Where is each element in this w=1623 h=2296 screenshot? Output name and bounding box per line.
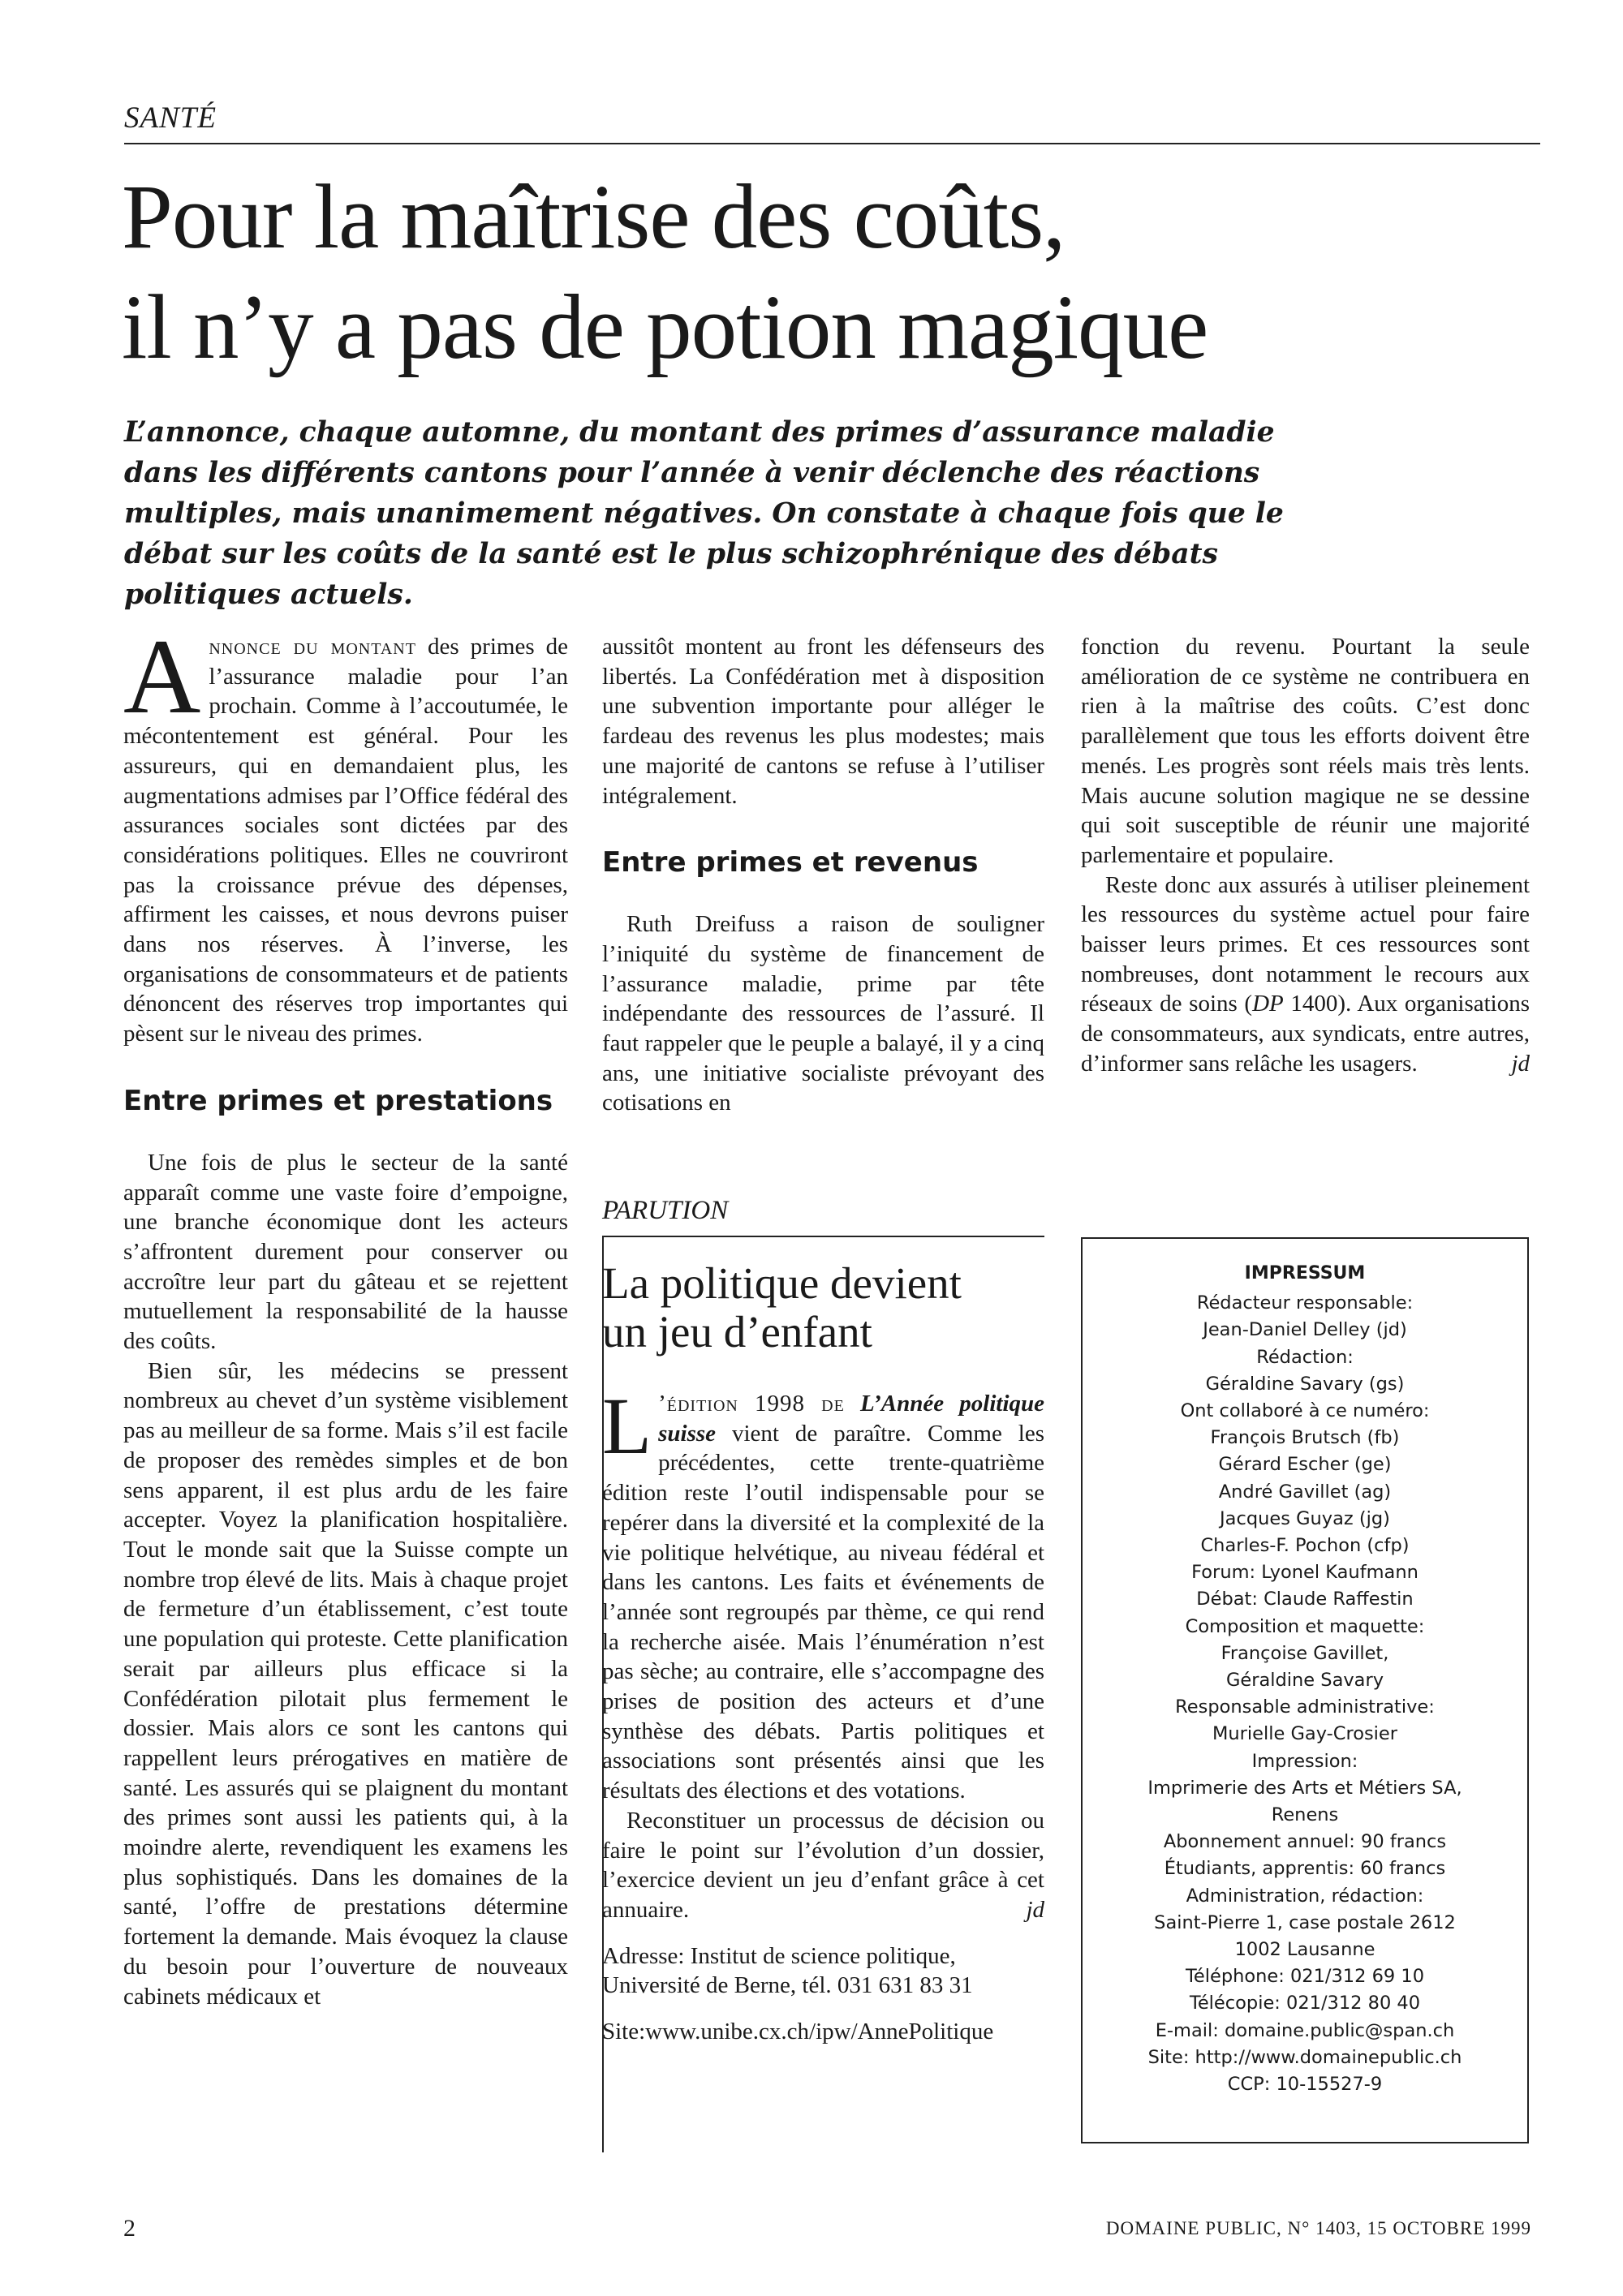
impressum-line: 1002 Lausanne xyxy=(1234,1939,1375,1961)
impressum-line: Jean-Daniel Delley (jd) xyxy=(1203,1319,1407,1341)
parution-rubric: PARUTION xyxy=(602,1196,729,1225)
subhead-primes-prestations: Entre primes et prestations xyxy=(123,1084,553,1117)
impressum-line: Administration, rédaction: xyxy=(1186,1885,1424,1907)
impressum-line: Rédaction: xyxy=(1256,1346,1354,1368)
impressum-line: François Brutsch (fb) xyxy=(1210,1427,1400,1449)
impressum-line: Géraldine Savary xyxy=(1225,1670,1384,1692)
impressum-line: Géraldine Savary (gs) xyxy=(1205,1373,1405,1395)
header-rule xyxy=(124,143,1540,144)
impressum-box xyxy=(1081,1237,1529,2143)
article-title xyxy=(122,162,1501,383)
article-paragraph-6: fonction du revenu. Pourtant la seule amélioration de ce système ne contribuera en rien à la maîtrise des coûts. C’est donc parallèlement que tous les efforts doivent être menés. Les progrès sont réels mais très lents. Mais aucune solution magique ne se dessine qui soit susceptible de réunir une majorité parlementaire et populaire. xyxy=(1081,634,1530,868)
parution-site-link[interactable]: Site:www.unibe.cx.ch/ipw/AnnePolitique xyxy=(602,2019,994,2045)
paragraph-text: Reste donc aux assurés à utiliser pleinement les ressources du système actuel pour faire baisser leurs primes. Et ces ressources sont nombreuses, dont notamment le recours aux réseaux de soins ( xyxy=(1081,871,1530,1017)
parution-title-line-1: La politique devient xyxy=(602,1258,962,1308)
impressum-line: André Gavillet (ag) xyxy=(1218,1481,1392,1503)
article-paragraph-4: aussitôt montent au front les défenseurs des libertés. La Confédération met à disposition une subvention importante pour alléger le fardeau des revenus les plus modestes; mais une majorité de cantons se refuse à l’utiliser intégralement. xyxy=(602,634,1044,809)
paragraph-text: des primes de l’assurance maladie pour l’an prochain. Comme à l’accoutumée, le mécontentement est général. Pour les assureurs, qui en demandaient plus, les augmentations admises par l’Office fédéral des assurances sociales sont dictées par des considérations politiques. Elles ne couvriront pas la croissance prévue des dépenses, affirment les caisses, et nous devrons puiser dans nos réserves. À l’inverse, les organisations de consommateurs et de patients dénoncent des réserves trop importantes qui pèsent sur le niveau des primes. xyxy=(123,634,568,1047)
parution-paragraph-2 xyxy=(602,1806,1044,1925)
impressum-heading: IMPRESSUM xyxy=(1244,1263,1366,1283)
section-rubric: SANTÉ xyxy=(124,101,217,135)
impressum-line: Renens xyxy=(1271,1804,1339,1826)
paragraph-text: Reconstituer un processus de décision ou faire le point sur l’évolution d’un dossier, l’exercice devient un jeu d’enfant grâce à cet annuaire. xyxy=(602,1807,1044,1923)
article-column-1 xyxy=(123,617,568,2011)
paragraph-text: 1400). Aux organisations de consommateurs, aux syndicats, entre autres, d’informer sans relâche les usagers. xyxy=(1081,991,1530,1077)
article-paragraph-2: Une fois de plus le secteur de la santé apparaît comme une vaste foire d’empoigne, une branche économique dont les acteurs s’affrontent durement pour conserver ou accroître leur part du gâteau et se rejettent mutuellement la responsabilité de la hausse des coûts. xyxy=(123,1149,568,1355)
article-lede: L’annonce, chaque automne, du montant des primes d’assurance maladie dans les différents cantons pour l’année à venir déclenche des réactions multiples, mais unanimement négatives. On constate à chaque fois que le débat sur les coûts de la santé est le plus schizophrénique des débats politiques actuels. xyxy=(124,416,1284,611)
impressum-site-link[interactable]: Site: http://www.domainepublic.ch xyxy=(1147,2046,1462,2068)
article-title-line-2: il n’y a pas de potion magique xyxy=(122,277,1208,378)
page-number: 2 xyxy=(123,2215,136,2242)
parution-top-rule xyxy=(602,1236,1044,1237)
parution-title-line-2: un jeu d’enfant xyxy=(602,1307,872,1357)
article-signature: jd xyxy=(1511,1050,1530,1077)
impressum-fax: Télécopie: 021/312 80 40 xyxy=(1189,1993,1421,2014)
impressum-line: Murielle Gay-Crosier xyxy=(1212,1723,1398,1745)
article-paragraph-3: Bien sûr, les médecins se pressent nombreux au chevet d’un système visiblement pas au meilleur de sa forme. Mais s’il est facile de proposer des remèdes simples et de bon sens apparent, il est plus ardu de les faire accepter. Voyez la planification hospitalière. Tout le monde sait que la Suisse compte un nombre trop élevé de lits. Mais à chaque projet de fermeture d’un établissement, c’est toute une population qui proteste. Cette planification serait par ailleurs plus efficace si la Confédération pilotait plus fermement le dossier. Mais alors ce sont les cantons qui rappellent leurs prérogatives en matière de santé. Les assurés qui se plaignent du montant des primes sont aussi les patients qui, à la moindre alerte, revendiquent les examens les plus sophistiqués. Dans les domaines de la santé, l’offre de prestations détermine fortement la demande. Mais évoquez la clause du besoin pour l’ouverture de nouveaux cabinets médicaux et xyxy=(123,1357,568,2010)
impressum-line: Ont collaboré à ce numéro: xyxy=(1180,1400,1430,1422)
impressum-phone: Téléphone: 021/312 69 10 xyxy=(1185,1966,1425,1988)
lead-smallcaps: ’édition 1998 de xyxy=(658,1391,845,1417)
dp-reference: DP xyxy=(1252,991,1284,1017)
book-title: L’Année politique suisse xyxy=(658,1391,1045,1447)
subhead-primes-revenus: Entre primes et revenus xyxy=(602,846,979,879)
paragraph-text: vient de paraître. Comme les précédentes, cette trente-quatrième édition reste l’outil indispensable pour se repérer dans la diversité et la complexité de la vie politique helvétique, au niveau fédéral et dans les cantons. Les faits et événements de l’année sont regroupés par thème, ce qui rend la recherche aisée. Mais l’énumération n’est pas sèche; au contraire, elle s’accompagne des prises de position des acteurs et d’une synthèse des débats. Partis politiques et associations sont présentés ainsi que les résultats des élections et des votations. xyxy=(602,1420,1044,1804)
impressum-line: Composition et maquette: xyxy=(1185,1615,1425,1637)
article-paragraph-5: Ruth Dreifuss a raison de souligner l’iniquité du système de financement de l’assurance maladie, prime par tête indépendante des ressources de l’assuré. Il faut rappeler que le peuple a balayé, il y a cinq ans, une initiative socialiste prévoyant des cotisations en xyxy=(602,911,1044,1116)
impressum-line: Imprimerie des Arts et Métiers SA, xyxy=(1147,1777,1462,1799)
impressum-line: Gérard Escher (ge) xyxy=(1218,1454,1392,1476)
impressum-line: Rédacteur responsable: xyxy=(1196,1292,1414,1314)
lead-smallcaps: nnonce du montant xyxy=(209,634,416,660)
impressum-line: Françoise Gavillet, xyxy=(1220,1642,1389,1664)
impressum-line: Impression: xyxy=(1251,1750,1358,1772)
drop-cap: L xyxy=(602,1381,652,1471)
impressum-email[interactable]: E-mail: domaine.public@span.ch xyxy=(1155,2019,1455,2041)
publication-info: DOMAINE PUBLIC, N° 1403, 15 OCTOBRE 1999 xyxy=(1105,2218,1531,2238)
parution-paragraph-1 xyxy=(602,1381,1045,1806)
article-column-2 xyxy=(602,632,1044,1118)
impressum-line: Débat: Claude Raffestin xyxy=(1196,1589,1414,1610)
article-paragraph-7 xyxy=(1081,871,1530,1079)
impressum-line: Responsable administrative: xyxy=(1175,1696,1435,1718)
parution-address: Adresse: Institut de science politique, Université de Berne, tél. 031 631 83 31 xyxy=(602,1942,973,1999)
impressum-line: Saint-Pierre 1, case postale 2612 xyxy=(1154,1911,1456,1933)
impressum-line: Forum: Lyonel Kaufmann xyxy=(1191,1562,1419,1584)
impressum-line: CCP: 10-15527-9 xyxy=(1227,2074,1383,2096)
article-paragraph-1 xyxy=(123,617,568,1049)
impressum-line: Charles-F. Pochon (cfp) xyxy=(1200,1535,1410,1557)
article-column-3 xyxy=(1081,632,1530,1079)
impressum-line: Abonnement annuel: 90 francs xyxy=(1163,1831,1447,1853)
impressum-line: Étudiants, apprentis: 60 francs xyxy=(1164,1858,1446,1880)
impressum-line: Jacques Guyaz (jg) xyxy=(1220,1507,1390,1529)
parution-title xyxy=(602,1259,962,1357)
article-title-line-1: Pour la maîtrise des coûts, xyxy=(122,166,1065,268)
parution-body xyxy=(602,1381,1045,2047)
parution-signature: jd xyxy=(1026,1896,1044,1923)
drop-cap: A xyxy=(123,617,201,736)
